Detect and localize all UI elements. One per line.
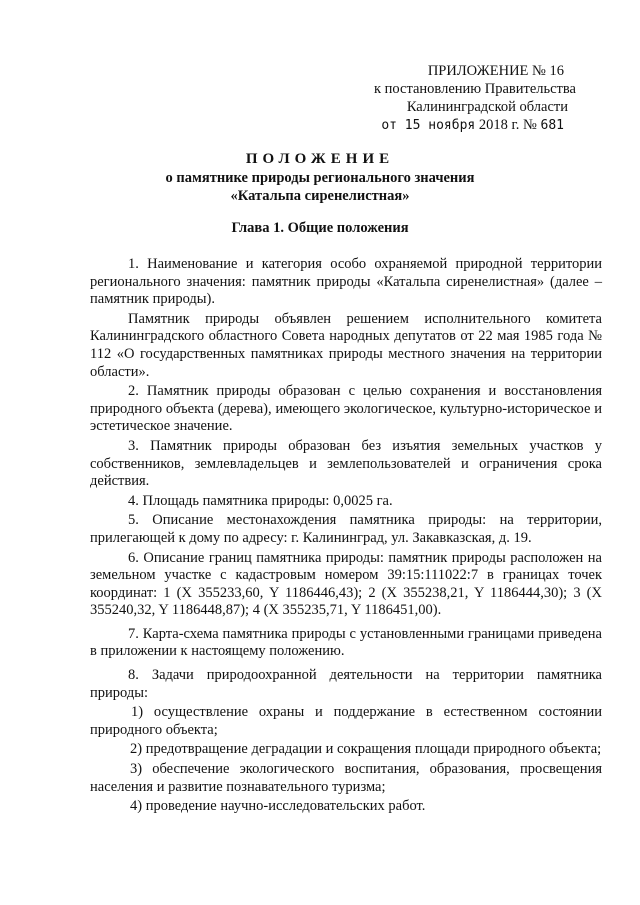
appendix-number: ПРИЛОЖЕНИЕ № 16 [427,63,564,79]
resolution-number-stamp: 681 [540,118,564,133]
paragraph-1: 1. Наименование и категория особо охраняемой природной территории регионального значения: памятник природы «Катальпа сиренелистная» (далее – памятник природы). [90,256,602,308]
appendix-header [278,62,578,135]
paragraph-7: 7. Карта-схема памятника природы с установленными границами приведена в приложении к настоящему положению. [90,625,602,660]
paragraph-4: 4. Площадь памятника природы: 0,0025 га. [128,492,393,509]
document-subtitle-line2: «Катальпа сиренелистная» [230,188,410,204]
task-item-1: 1) осуществление охраны и поддержание в естественном состоянии природного объекта; [90,704,602,738]
region-name: Калининградской области [406,99,568,115]
resolution-reference: к постановлению Правительства [374,81,576,97]
task-item-2: 2) предотвращение деградации и сокращения площади природного объекта; [130,741,602,758]
resolution-date-year: 2018 г. № [475,117,541,133]
paragraph-3: 3. Памятник природы образован без изъятия земельных участков у собственников, землевладельцев и землепользователей и ограничения срока действия. [90,437,602,490]
paragraph-6: 6. Описание границ памятника природы: памятник природы расположен на земельном участке с кадастровым номером 39:15:111022:7 в границах точек координат: 1 (X 355233,60, Y 1186446,43); 2 (X 355238,21, Y 1186444,30); 3 (X 355240,32, Y 1186448,87); 4 (X 355235,71, Y 1186451,00). [90,549,602,619]
chapter-heading: Глава 1. Общие положения [231,220,409,236]
document-body [90,256,602,816]
resolution-date-stamp: от 15 ноября [381,118,476,133]
paragraph-2: 2. Памятник природы образован с целью сохранения и восстановления природного объекта (дерева), имеющего экологическое, культурно-историческое и эстетическое значение. [90,383,602,435]
document-subtitle-line1: о памятнике природы регионального значения [165,170,475,186]
paragraph-5: 5. Описание местонахождения памятника природы: на территории, прилегающей к дому по адресу: г. Калининград, ул. Закавказская, д. 19. [90,512,602,546]
resolution-date-line [278,116,578,135]
task-item-3: 3) обеспечение экологического воспитания, образования, просвещения населения и развитие познавательного туризма; [90,761,602,795]
paragraph-8: 8. Задачи природоохранной деятельности на территории памятника природы: [90,667,602,701]
document-title: ПОЛОЖЕНИЕ [245,151,395,167]
task-item-4: 4) проведение научно-исследовательских работ. [130,798,426,815]
paragraph-1-note: Памятник природы объявлен решением исполнительного комитета Калининградского областного Совета народных депутатов от 22 мая 1985 года № 112 «О государственных памятниках природы местного значения на территории области». [90,310,602,380]
